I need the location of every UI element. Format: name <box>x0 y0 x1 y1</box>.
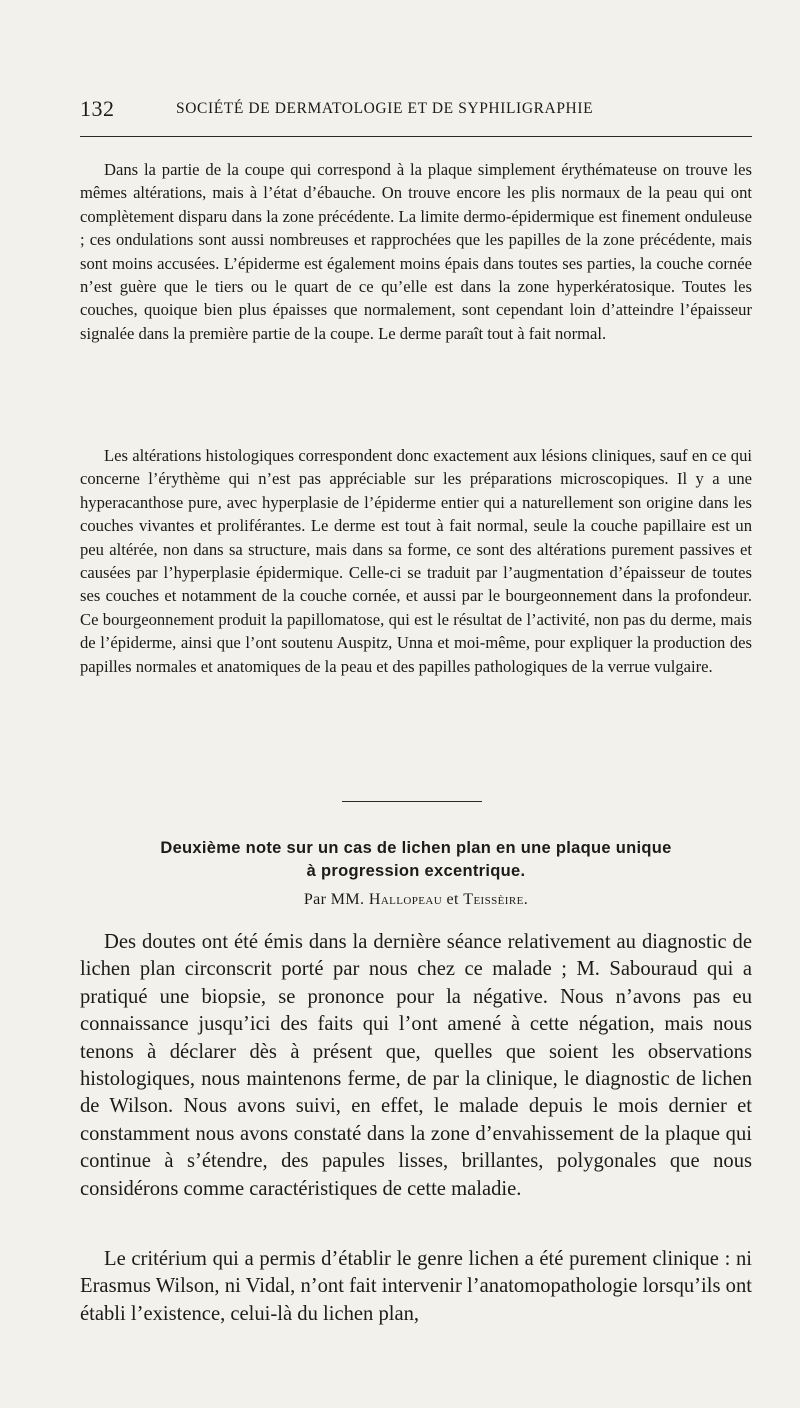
section-divider <box>342 801 482 802</box>
author-2: Teissèire. <box>463 891 529 908</box>
page-number: 132 <box>80 96 115 121</box>
article-title-line-1: Deuxième note sur un cas de lichen plan en une plaque unique <box>160 839 672 857</box>
byline <box>80 891 752 909</box>
article-title <box>80 837 752 883</box>
running-title: SOCIÉTÉ DE DERMATOLOGIE ET DE SYPHILIGRAPHIE <box>176 100 594 117</box>
paragraph-3-text: Des doutes ont été émis dans la dernière séance relativement au diagnostic de lichen plan circonscrit porté par nous chez ce malade ; M. Sabouraud qui a pratiqué une biopsie, se prononce pour la négative. Nous n’avons pas eu connaissance jusqu’ici des faits qui l’ont amené à cette négation, mais nous tenons à déclarer dès à présent que, quelles que soient les observations histologiques, nous maintenons ferme, de par la clinique, le diagnostic de lichen de Wilson. Nous avons suivi, en effet, le malade depuis le mois dernier et constamment nous avons constaté dans la zone d’envahissement de la plaque qui continue à s’étendre, des papules lisses, brillantes, polygonales que nous considérons comme caractéristiques de cette maladie. <box>80 931 752 1200</box>
byline-conjunction: et <box>446 891 459 908</box>
paragraph-3 <box>80 929 752 1203</box>
paragraph-1 <box>80 158 752 345</box>
header-rule <box>80 136 752 137</box>
paragraph-2-text: Les altérations histologiques correspondent donc exactement aux lésions cliniques, sauf en ce qui concerne l’érythème qui n’est pas appréciable sur les préparations microscopiques. Il y a une hyperacanthose pure, avec hyperplasie de l’épiderme entier qui a naturellement son origine dans les couches vivantes et proliférantes. Le derme est tout à fait normal, seule la couche papillaire est un peu altérée, non dans sa structure, mais dans sa forme, ce sont des altérations purement passives et causées par l’hyperplasie épidermique. Celle-ci se traduit par l’augmentation d’épaisseur de toutes ses couches et notamment de la couche cornée, et aussi par le bourgeonnement dans la profondeur. Ce bourgeonnement produit la papillomatose, qui est le résultat de l’activité, non pas du derme, mais de l’épiderme, ainsi que l’ont soutenu Auspitz, Unna et moi-même, pour expliquer la production des papilles normales et anatomiques de la peau et des papilles pathologiques de la verrue vulgaire. <box>80 446 752 676</box>
paragraph-2 <box>80 444 752 678</box>
paragraph-1-text: Dans la partie de la coupe qui correspond à la plaque simplement érythémateuse on trouve les mêmes altérations, mais à l’état d’ébauche. On trouve encore les plis normaux de la peau qui ont complètement disparu dans la zone précédente. La limite dermo-épidermique est finement onduleuse ; ces ondulations sont aussi nombreuses et rapprochées que les papilles de la zone précédente, mais sont moins accusées. L’épiderme est également moins épais dans toutes ses parties, la couche cornée n’est guère que le tiers ou le quart de ce qu’elle est dans la zone hyperkératosique. Toutes les couches, quoique bien plus épaisses que normalement, sont cependant loin d’atteindre l’épaisseur signalée dans la première partie de la coupe. Le derme paraît tout à fait normal. <box>80 160 752 343</box>
byline-prefix: Par MM. <box>303 891 365 908</box>
paragraph-4-text: Le critérium qui a permis d’établir le genre lichen a été purement clinique : ni Erasmus Wilson, ni Vidal, n’ont fait intervenir l’anatomopathologie lorsqu’ils ont établi l’existence, celui-là du lichen plan, <box>80 1248 752 1325</box>
article-title-line-2: à progression excentrique. <box>306 862 526 880</box>
author-1: Hallopeau <box>368 891 443 908</box>
page-header <box>80 96 752 126</box>
paragraph-4 <box>80 1246 752 1328</box>
